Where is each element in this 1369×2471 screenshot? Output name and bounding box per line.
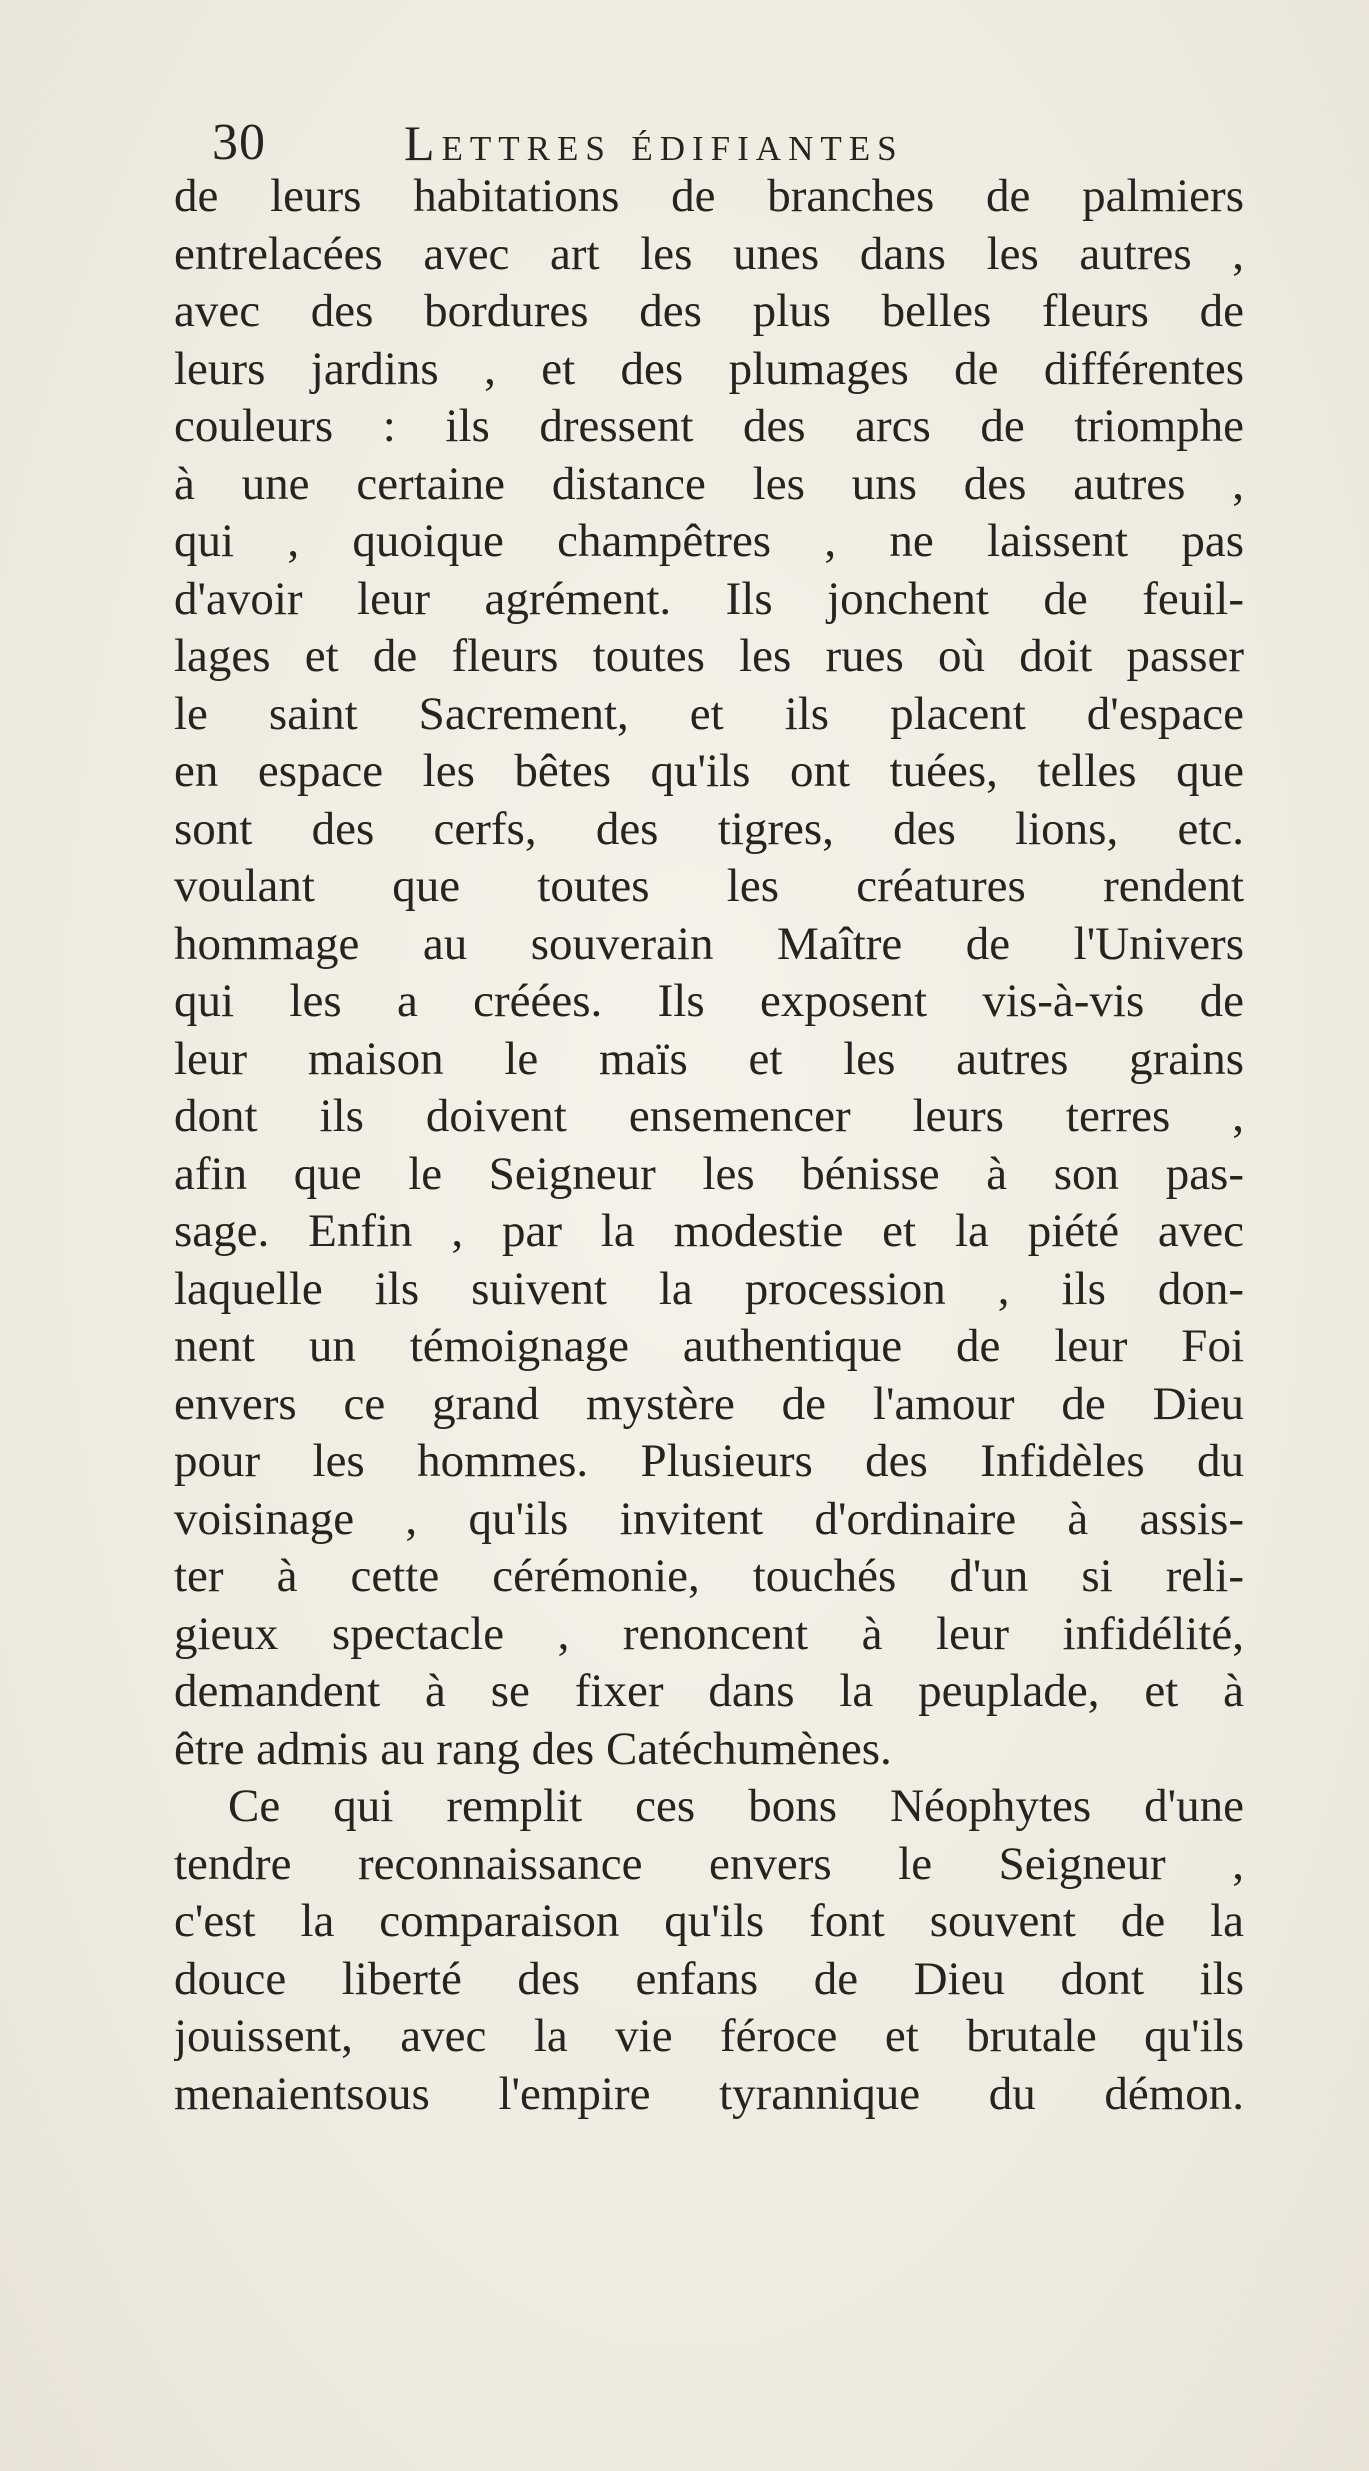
- page-number: 30: [212, 114, 266, 171]
- text-line: laquelle ils suivent la procession , ils don-: [174, 1262, 1244, 1315]
- text-line: demandent à se fixer dans la peuplade, et à: [174, 1665, 1244, 1717]
- paragraph-start-line: Ce qui remplit ces bons Néophytes d'une: [228, 1780, 1244, 1832]
- text-line: d'avoir leur agrément. Ils jonchent de feuil-: [174, 572, 1244, 625]
- text-line: avec des bordures des plus belles fleurs de: [174, 285, 1244, 337]
- text-line: à une certaine distance les uns des autres ,: [174, 457, 1244, 510]
- text-line: nent un témoignage authentique de leur Foi: [174, 1320, 1244, 1372]
- text-line: voulant que toutes les créatures rendent: [174, 860, 1244, 912]
- text-line: qui les a créées. Ils exposent vis-à-vis de: [174, 975, 1244, 1027]
- text-line: qui , quoique champêtres , ne laissent pas: [174, 515, 1244, 567]
- running-title: Lettres édifiantes: [404, 115, 904, 171]
- text-line: envers ce grand mystère de l'amour de Dieu: [174, 1377, 1244, 1430]
- body-text: [174, 168, 1244, 2123]
- text-line: de leurs habitations de branches de palmiers: [174, 170, 1244, 222]
- text-line: ter à cette cérémonie, touchés d'un si reli-: [174, 1550, 1244, 1602]
- text-line: couleurs : ils dressent des arcs de triomphe: [174, 400, 1244, 452]
- text-line: leurs jardins , et des plumages de différentes: [174, 342, 1244, 395]
- text-line: le saint Sacrement, et ils placent d'espace: [174, 687, 1244, 740]
- text-line: afin que le Seigneur les bénisse à son pas-: [174, 1147, 1244, 1200]
- text-line: lages et de fleurs toutes les rues où doit passer: [174, 630, 1244, 682]
- text-line: dont ils doivent ensemencer leurs terres ,: [174, 1090, 1244, 1142]
- text-line: pour les hommes. Plusieurs des Infidèles du: [174, 1435, 1244, 1487]
- text-line: voisinage , qu'ils invitent d'ordinaire à assis-: [174, 1492, 1244, 1545]
- paragraph-end-line: être admis au rang des Catéchumènes.: [174, 1722, 892, 1775]
- text-line: sont des cerfs, des tigres, des lions, etc.: [174, 802, 1244, 855]
- text-line: douce liberté des enfans de Dieu dont ils: [174, 1952, 1244, 2005]
- text-line: en espace les bêtes qu'ils ont tuées, telles que: [174, 745, 1244, 797]
- text-line: leur maison le maïs et les autres grains: [174, 1032, 1244, 1085]
- text-line: menaientsous l'empire tyrannique du démon.: [174, 2067, 1244, 2120]
- text-line: entrelacées avec art les unes dans les autres ,: [174, 227, 1244, 280]
- text-line: hommage au souverain Maître de l'Univers: [174, 917, 1244, 970]
- text-line: c'est la comparaison qu'ils font souvent de la: [174, 1895, 1244, 1947]
- text-line: tendre reconnaissance envers le Seigneur ,: [174, 1837, 1244, 1890]
- text-line: jouissent, avec la vie féroce et brutale qu'ils: [174, 2010, 1244, 2062]
- text-line: gieux spectacle , renoncent à leur infidélité,: [174, 1607, 1244, 1660]
- text-line: sage. Enfin , par la modestie et la piété avec: [174, 1205, 1244, 1257]
